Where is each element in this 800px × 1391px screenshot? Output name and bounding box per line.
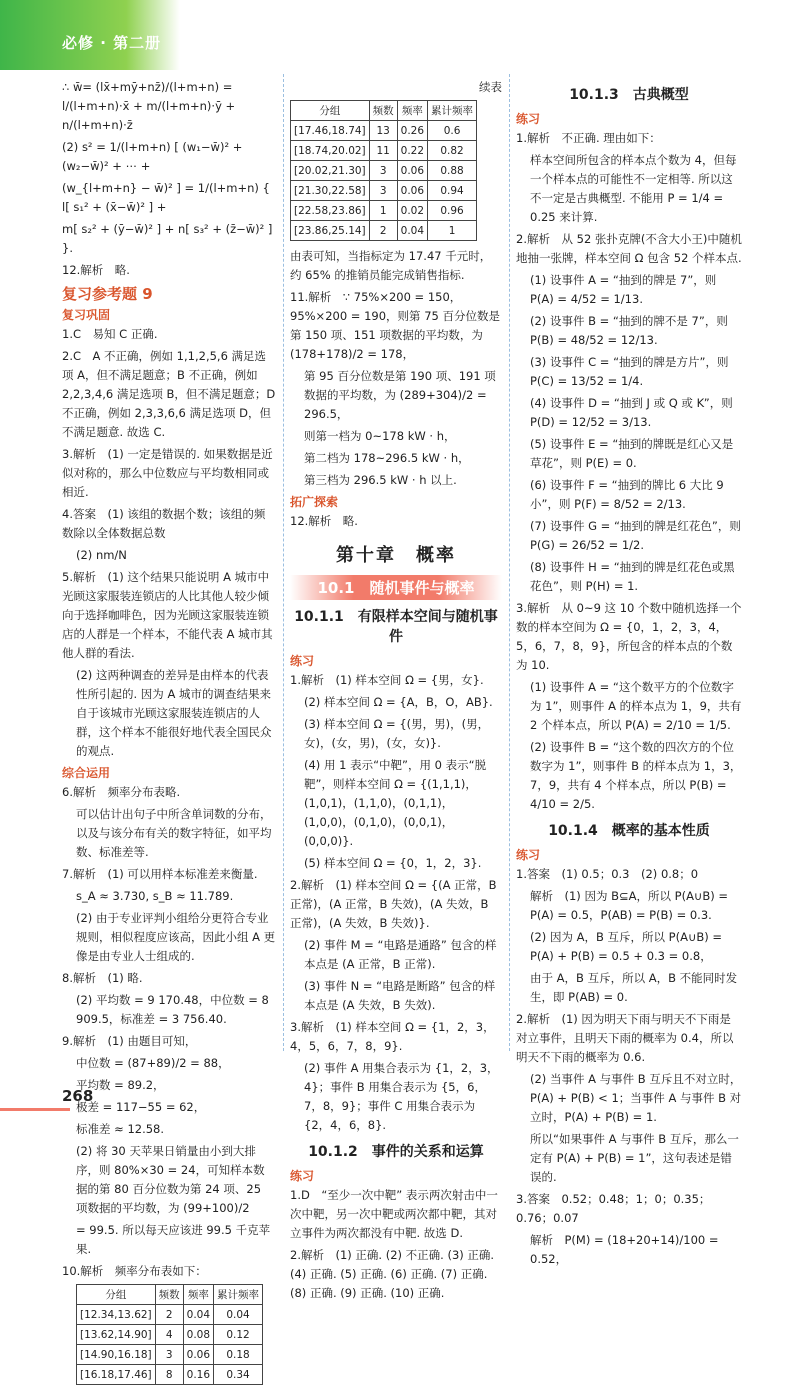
answer-d2g: (7) 设事件 G = “抽到的牌是红花色”，则 P(G) = 26/52 = 1/2.	[530, 519, 741, 552]
table-cell: 0.96	[428, 201, 477, 221]
table-cell: 0.02	[397, 201, 427, 221]
continued-label: 续表	[479, 80, 502, 94]
table-cell: [23.86,25.14]	[291, 221, 370, 241]
table-cell: [12.34,13.62]	[77, 1305, 156, 1325]
table-cell: 0.06	[397, 181, 427, 201]
practice-heading: 练习	[290, 654, 315, 668]
answer-d2: 2.解析 从 52 张扑克牌(不含大小王)中随机地抽一张牌，样本空间 Ω 包含 52 个样本点.	[516, 232, 742, 265]
table-cell: 0.08	[183, 1325, 213, 1345]
expand-heading: 拓广探索	[290, 495, 339, 509]
frequency-table-2	[290, 100, 477, 241]
table-cell: [20.02,21.30]	[291, 161, 370, 181]
table-cell: 0.04	[183, 1305, 213, 1325]
footer-accent-line	[0, 1108, 70, 1111]
table-row	[291, 121, 477, 141]
answer-e1a: 解析 (1) 因为 B⊆A，所以 P(A∪B) = P(A) = 0.5，P(AB) = P(B) = 0.3.	[530, 889, 729, 922]
answer-11d: 第二档为 178~296.5 kW · h，	[304, 451, 470, 465]
chapter-title: 第十章 概率	[336, 545, 456, 566]
answer-11c: 则第一档为 0~178 kW · h，	[304, 429, 456, 443]
table-cell: [22.58,23.86]	[291, 201, 370, 221]
answer-6b: 可以估计出句子中所含单词数的分布，以及与该分布有关的数字特征，如平均数、标准差等.	[76, 807, 272, 859]
formula-line: ∴ w̄= (lx̄+mȳ+nz̄)/(l+m+n) = l/(l+m+n)·x̄ + m/(l+m+n)·ȳ + n/(l+m+n)·z̄	[62, 80, 236, 132]
subsection-title: 10.1.2 事件的关系和运算	[308, 1144, 484, 1160]
table-cell: 2	[155, 1305, 183, 1325]
apply-heading: 综合运用	[62, 766, 111, 780]
answer-e1b: (2) 因为 A，B 互斥，所以 P(A∪B) = P(A) + P(B) = 0.5 + 0.3 = 0.8，	[530, 930, 723, 963]
table-cell: 0.82	[428, 141, 477, 161]
answer-c2: 2.解析 (1) 正确. (2) 不正确. (3) 正确. (4) 正确. (5) 正确. (6) 正确. (7) 正确. (8) 正确. (9) 正确. (10) 正确.	[290, 1248, 495, 1300]
table-cell: 11	[369, 141, 397, 161]
answer-b3b: (2) 事件 A 用集合表示为 {1，2，3，4}；事件 B 用集合表示为 {5，6，7，8，9}；事件 C 用集合表示为 {2，4，6，8}.	[304, 1061, 499, 1132]
answer-4b: (2) nm/N	[76, 548, 127, 562]
table-cell: 2	[369, 221, 397, 241]
section-title: 10.1 随机事件与概率	[290, 575, 502, 600]
table-row	[291, 161, 477, 181]
table-cell: 0.34	[214, 1365, 263, 1385]
answer-11e: 第三档为 296.5 kW · h 以上.	[304, 473, 457, 487]
table-header: 频数	[155, 1285, 183, 1305]
practice-heading: 练习	[516, 848, 541, 862]
table-header: 频率	[183, 1285, 213, 1305]
table-header: 频率	[397, 101, 427, 121]
answer-d2e: (5) 设事件 E = “抽到的牌既是红心又是草花”，则 P(E) = 0.	[530, 437, 734, 470]
table-cell: 3	[369, 181, 397, 201]
table-cell: 4	[155, 1325, 183, 1345]
table-cell: 0.26	[397, 121, 427, 141]
answer-b1: 1.解析 (1) 样本空间 Ω = {男，女}.	[290, 673, 484, 687]
answer-3: 3.解析 (1) 一定是错误的. 如果数据是近似对称的，那么中位数应与平均数相同或相近.	[62, 447, 273, 499]
answer-d3a: (1) 设事件 A = “这个数平方的个位数字为 1”，则事件 A 的样本点为 1，9，共有 2 个样本点，所以 P(A) = 2/10 = 1/5.	[530, 680, 742, 732]
answer-e3a: 解析 P(M) = (18+20+14)/100 = 0.52，	[530, 1233, 719, 1266]
answer-8b: (2) 平均数 = 9 170.48，中位数 = 8 909.5，标准差 = 3 756.40.	[76, 993, 269, 1026]
answer-2: 2.C A 不正确，例如 1,1,2,5,6 满足选项 A，但不满足题意；B 不正确，例如 2,2,3,4,6 满足选项 B，但不满足题意；D 不正确，例如 2,3,3,6,6 满足选项 D，但不满足题意. 故选 C.	[62, 349, 276, 439]
table-row	[77, 1325, 263, 1345]
table-row	[291, 181, 477, 201]
table-cell: 0.18	[214, 1345, 263, 1365]
answer-c1: 1.D “至少一次中靶” 表示两次射击中一次中靶，另一次中靶或两次都中靶，其对立事件为两次都没有中靶. 故选 D.	[290, 1188, 498, 1240]
table-header-row	[291, 101, 477, 121]
answer-1: 1.C 易知 C 正确.	[62, 327, 158, 341]
answer-b2: 2.解析 (1) 样本空间 Ω = {(A 正常，B 正常)，(A 正常，B 失效)，(A 失效，B 正常)，(A 失效，B 失效)}.	[290, 878, 497, 930]
frequency-table-1	[76, 1284, 263, 1385]
table-cell: 0.06	[397, 161, 427, 181]
table-note: 由表可知，当指标定为 17.47 千元时，约 65% 的推销员能完成销售指标.	[290, 249, 492, 282]
answer-e2a: (2) 当事件 A 与事件 B 互斥且不对立时，P(A) + P(B) < 1；当事件 A 与事件 B 对立时，P(A) + P(B) = 1.	[530, 1072, 742, 1124]
answer-4: 4.答案 (1) 该组的数据个数；该组的频数除以全体数据总数	[62, 507, 266, 540]
answer-d2d: (4) 设事件 D = “抽到 J 或 Q 或 K”，则 P(D) = 12/52 = 3/13.	[530, 396, 733, 429]
answer-e1c: 由于 A，B 互斥，所以 A，B 不能同时发生，即 P(AB) = 0.	[530, 971, 738, 1004]
table-row	[291, 201, 477, 221]
table-cell: 0.04	[397, 221, 427, 241]
answer-9b: 中位数 = (87+89)/2 = 88，	[76, 1056, 230, 1070]
answer-9c: 平均数 = 89.2，	[76, 1078, 165, 1092]
practice-heading: 练习	[516, 112, 541, 126]
answer-7c: (2) 由于专业评判小组给分更符合专业规则，相似程度应该高，因此小组 A 更像是由专业人士组成的.	[76, 911, 276, 963]
table-cell: 0.06	[183, 1345, 213, 1365]
answer-10: 10.解析 频率分布表如下：	[62, 1264, 207, 1278]
table-header: 累计频率	[214, 1285, 263, 1305]
table-cell: 1	[428, 221, 477, 241]
answer-b2c: (3) 事件 N = “电路是断路” 包含的样本点是 (A 失效，B 失效).	[304, 979, 496, 1012]
answer-e2: 2.解析 (1) 因为明天下雨与明天不下雨是对立事件，且明天下雨的概率为 0.4，所以明天不下雨的概率为 0.6.	[516, 1012, 734, 1064]
table-cell: 1	[369, 201, 397, 221]
subsection-title: 10.1.4 概率的基本性质	[548, 823, 710, 839]
table-cell: [14.90,16.18]	[77, 1345, 156, 1365]
column-right	[516, 78, 742, 1272]
answer-e1: 1.答案 (1) 0.5；0.3 (2) 0.8；0	[516, 867, 699, 881]
answer-5: 5.解析 (1) 这个结果只能说明 A 城市中光顾这家服装连锁店的人比其他人较少倾向于选择咖啡色，因为光顾这家服装连锁店的人群是一个样本，不能代表 A 城市其他人群的看法.	[62, 570, 273, 660]
subsection-title: 10.1.3 古典概型	[569, 87, 689, 103]
answer-b3: 3.解析 (1) 样本空间 Ω = {1，2，3，4，5，6，7，8，9}.	[290, 1020, 495, 1053]
answer-e3: 3.答案 0.52；0.48；1；0；0.35；0.76；0.07	[516, 1192, 711, 1225]
table-cell: 3	[369, 161, 397, 181]
header-bar	[0, 0, 800, 70]
answer-b1d: (4) 用 1 表示“中靶”，用 0 表示“脱靶”，则样本空间 Ω = {(1,1,1)，(1,0,1)，(1,1,0)，(0,1,1)，(1,0,0)，(0,1,0)，(0,0,1)，(0,0,0)}.	[304, 758, 487, 848]
answer-8: 8.解析 (1) 略.	[62, 971, 143, 985]
answer-b1b: (2) 样本空间 Ω = {A，B，O，AB}.	[304, 695, 493, 709]
table-cell: 0.16	[183, 1365, 213, 1385]
table-row	[77, 1345, 263, 1365]
answer-7: 7.解析 (1) 可以用样本标准差来衡量.	[62, 867, 258, 881]
subsection-title: 10.1.1 有限样本空间与随机事件	[294, 609, 498, 645]
table-cell: [21.30,22.58]	[291, 181, 370, 201]
answer-6: 6.解析 频率分布表略.	[62, 785, 181, 799]
answer-11: 11.解析 ∵ 75%×200 = 150，95%×200 = 190，则第 75 百分位数是第 150 项、151 项数据的平均数，为 (178+178)/2 = 178，	[290, 290, 500, 361]
answer-d2h: (8) 设事件 H = “抽到的牌是红花色或黑花色”，则 P(H) = 1.	[530, 560, 735, 593]
answer-11b: 第 95 百分位数是第 190 项、191 项数据的平均数，为 (289+304)/2 = 296.5，	[304, 369, 496, 421]
book-title: 必修 · 第二册	[62, 34, 162, 52]
table-cell: 0.6	[428, 121, 477, 141]
table-header: 分组	[77, 1285, 156, 1305]
table-header-row	[77, 1285, 263, 1305]
table-cell: 0.88	[428, 161, 477, 181]
answer-5b: (2) 这两种调查的差异是由样本的代表性所引起的. 因为 A 城市的调查结果来自于该城市光顾这家服装连锁店的人群，这个样本不能很好地代表全国民众的观点.	[76, 668, 272, 758]
answer-e2b: 所以“如果事件 A 与事件 B 互斥，那么一定有 P(A) + P(B) = 1”，这句表述是错误的.	[530, 1132, 739, 1184]
answer-12: 12.解析 略.	[62, 263, 130, 277]
table-cell: [17.46,18.74]	[291, 121, 370, 141]
column-left	[62, 78, 276, 1391]
answer-9f: (2) 将 30 天苹果日销量由小到大排序，则 80%×30 = 24，可知样本数据的第 80 百分位数为第 24 项、25 项数据的平均数，为 (99+100)/2	[76, 1144, 265, 1215]
table-cell: 3	[155, 1345, 183, 1365]
answer-d2b: (2) 设事件 B = “抽到的牌不是 7”，则 P(B) = 48/52 = 12/13.	[530, 314, 728, 347]
table-cell: 0.94	[428, 181, 477, 201]
answer-d2c: (3) 设事件 C = “抽到的牌是方片”，则 P(C) = 13/52 = 1/4.	[530, 355, 729, 388]
table-cell: [16.18,17.46]	[77, 1365, 156, 1385]
column-divider	[509, 74, 510, 1051]
table-cell: [18.74,20.02]	[291, 141, 370, 161]
column-middle	[290, 78, 502, 1306]
answer-d2f: (6) 设事件 F = “抽到的牌比 6 大比 9 小”，则 P(F) = 8/52 = 2/13.	[530, 478, 724, 511]
practice-heading: 练习	[290, 1169, 315, 1183]
table-cell: 0.22	[397, 141, 427, 161]
table-header: 分组	[291, 101, 370, 121]
answer-7b: s_A ≈ 3.730, s_B ≈ 11.789.	[76, 889, 234, 903]
table-cell: 0.12	[214, 1325, 263, 1345]
table-cell: 8	[155, 1365, 183, 1385]
formula-line: (2) s² = 1/(l+m+n) [ (w₁−w̄)² + (w₂−w̄)² + ⋯ +	[62, 140, 243, 173]
table-row	[77, 1365, 263, 1385]
table-cell: [13.62,14.90]	[77, 1325, 156, 1345]
answer-b1c: (3) 样本空间 Ω = {(男，男)，(男，女)，(女，男)，(女，女)}.	[304, 717, 490, 750]
answer-b1e: (5) 样本空间 Ω = {0，1，2，3}.	[304, 856, 482, 870]
answer-d1: 1.解析 不正确. 理由如下：	[516, 131, 661, 145]
answer-d3: 3.解析 从 0~9 这 10 个数中随机选择一个数的样本空间为 Ω = {0，1，2，3，4，5，6，7，8，9}，所包含的样本点的个数为 10.	[516, 601, 742, 672]
table-header: 频数	[369, 101, 397, 121]
answer-d3b: (2) 设事件 B = “这个数的四次方的个位数字为 1”，则事件 B 的样本点为 1，3，7，9，共有 4 个样本点，所以 P(B) = 4/10 = 2/5.	[530, 740, 742, 811]
answer-d2a: (1) 设事件 A = “抽到的牌是 7”，则 P(A) = 4/52 = 1/13.	[530, 273, 717, 306]
table-cell: 0.04	[214, 1305, 263, 1325]
table-header: 累计频率	[428, 101, 477, 121]
consolidate-heading: 复习巩固	[62, 308, 111, 322]
table-cell: 13	[369, 121, 397, 141]
answer-9g: = 99.5. 所以每天应该进 99.5 千克苹果.	[76, 1223, 271, 1256]
table-row	[77, 1305, 263, 1325]
page-number: 268	[62, 1087, 94, 1105]
column-divider	[283, 74, 284, 1051]
table-row	[291, 141, 477, 161]
formula-line: (w_{l+m+n} − w̄)² ] = 1/(l+m+n) { l[ s₁² + (x̄−w̄)² ] +	[62, 181, 270, 214]
answer-9d: 极差 = 117−55 = 62，	[76, 1100, 206, 1114]
review-heading: 复习参考题 9	[62, 285, 153, 303]
answer-12b: 12.解析 略.	[290, 514, 358, 528]
answer-9e: 标准差 ≈ 12.58.	[76, 1122, 165, 1136]
answer-d1b: 样本空间所包含的样本点个数为 4，但每一个样本点的可能性不一定相等. 所以这不一定是古典概型. 不能用 P = 1/4 = 0.25 来计算.	[530, 153, 737, 224]
answer-9: 9.解析 (1) 由题目可知，	[62, 1034, 197, 1048]
answer-b2b: (2) 事件 M = “电路是通路” 包含的样本点是 (A 正常，B 正常).	[304, 938, 497, 971]
table-row	[291, 221, 477, 241]
formula-line: m[ s₂² + (ȳ−w̄)² ] + n[ s₃² + (z̄−w̄)² ] }.	[62, 222, 273, 255]
